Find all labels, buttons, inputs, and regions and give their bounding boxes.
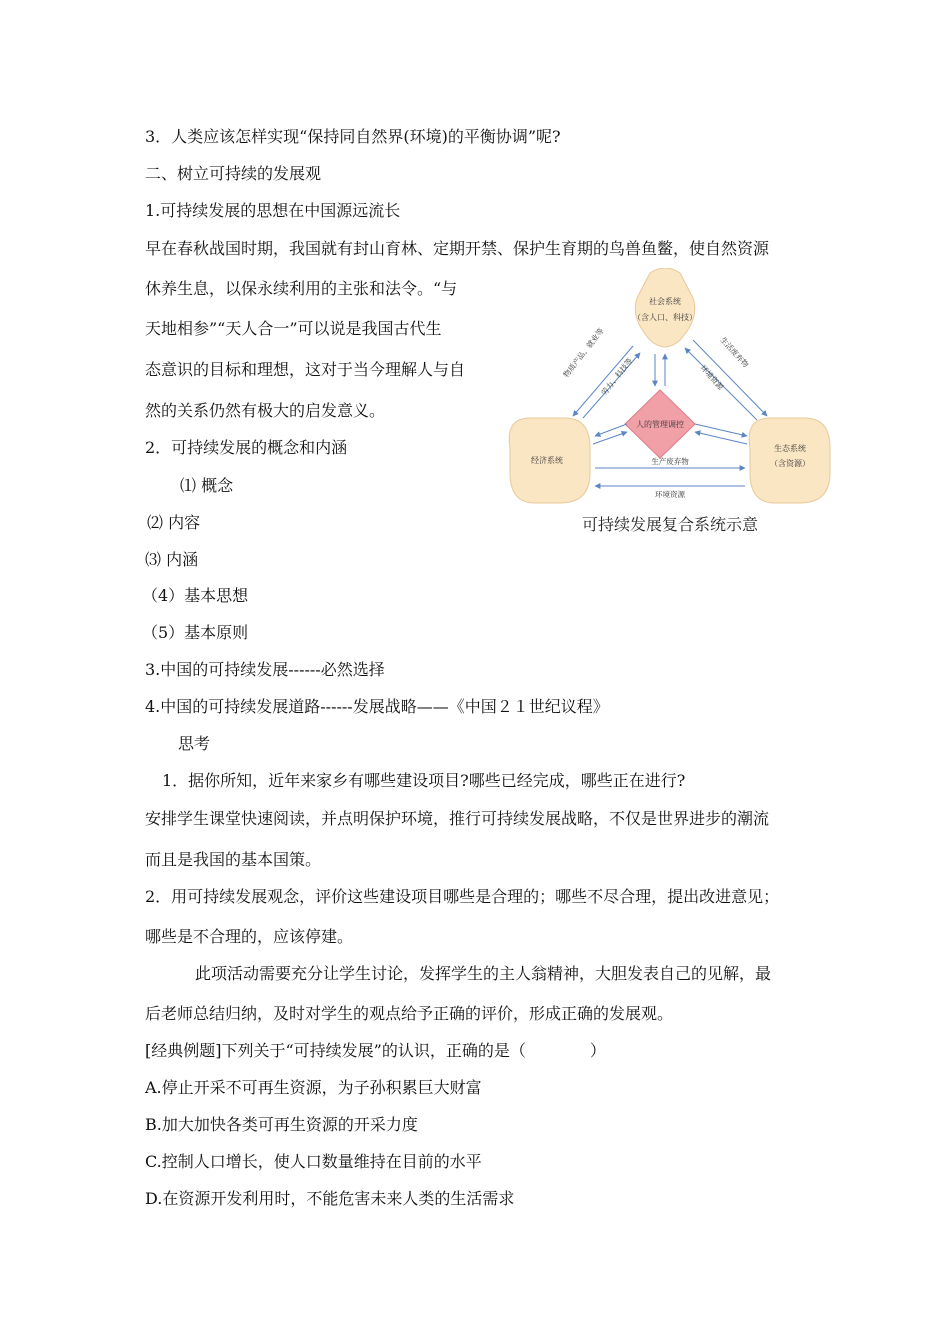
ecological-subtitle: （含资源） [770,459,810,468]
ecological-system-node [749,418,830,503]
question-3: 3．人类应该怎样实现“保持同自然界(环境)的平衡协调”呢? [145,127,561,146]
paragraph-line: 哪些是不合理的，应该停建。 [145,927,354,946]
paragraph-line: 天地相参”“天人合一”可以说是我国古代生 [145,319,442,338]
section-heading: 二、树立可持续的发展观 [145,164,322,183]
paragraph-line: 后老师总结归纳，及时对学生的观点给予正确的评价，形成正确的发展观。 [145,1004,674,1023]
paragraph-line: 休养生息，以保永续利用的主张和法令。“与 [145,279,458,298]
label-left-outer: 物质产品、就业等 [561,326,606,380]
social-title: 社会系统 [649,297,681,306]
option-d: D.在资源开发利用时，不能危害未来人类的生活需求 [145,1189,515,1208]
option-c: C.控制人口增长，使人口数量维持在目前的水平 [145,1152,482,1171]
sub-item-basic-principle: （5）基本原则 [142,623,249,642]
paragraph-line: 此项活动需要充分让学生讨论，发挥学生的主人翁精神，大胆发表自己的见解，最 [195,964,772,983]
social-subtitle: （含人口、科技） [633,313,697,322]
label-bottom-bottom: 环境资源 [655,490,685,499]
paragraph-line: 而且是我国的基本国策。 [145,850,322,869]
paragraph-line: 早在春秋战国时期，我国就有封山育林、定期开禁、保护生育期的鸟兽鱼鳖，使自然资源 [145,239,770,258]
center-title: 人的管理调控 [636,420,684,429]
sub-item-connotation: ⑶ 内涵 [145,550,199,569]
item-1-heading: 1.可持续发展的思想在中国源远流长 [145,201,401,220]
paragraph-line: 然的关系仍然有极大的启发意义。 [145,401,386,420]
option-a: A.停止开采不可再生资源，为子孙积累巨大财富 [145,1078,482,1097]
option-b: B.加大加快各类可再生资源的开采力度 [145,1115,418,1134]
label-left-inner: 劳力、科技等 [599,356,635,398]
economic-title: 经济系统 [531,456,563,465]
sub-item-content: ⑵ 内容 [147,513,201,532]
item-3-heading: 3.中国的可持续发展------必然选择 [145,660,385,679]
think-question-1: 1．据你所知，近年来家乡有哪些建设项目?哪些已经完成，哪些正在进行? [162,771,686,790]
label-right-inner: 环境资源 [698,363,726,392]
think-question-2: 2．用可持续发展观念，评价这些建设项目哪些是合理的；哪些不尽合理，提出改进意见； [145,887,780,906]
social-system-node [633,268,697,347]
sub-item-concept: ⑴ 概念 [180,476,234,495]
item-2-heading: 2．可持续发展的概念和内涵 [145,438,348,457]
paragraph-line: 安排学生课堂快速阅读，并点明保护环境，推行可持续发展战略，不仅是世界进步的潮流 [145,809,770,828]
economic-system-node [509,418,590,503]
paragraph-line: 态意识的目标和理想，这对于当今理解人与自 [145,360,466,379]
sustainability-diagram [505,268,835,538]
diagram-caption: 可持续发展复合系统示意 [581,515,758,534]
label-right-outer: 生活废弃物 [718,335,751,370]
item-4-heading: 4.中国的可持续发展道路------发展战略——《中国２１世纪议程》 [145,697,609,716]
arrow-economic-to-center [593,432,627,444]
think-heading: 思考 [178,734,211,753]
ecological-title: 生态系统 [774,444,806,453]
label-bottom-top: 生产废弃物 [651,457,689,466]
example-question: [经典例题]下列关于“可持续发展”的认识，正确的是（ ） [145,1041,606,1060]
sub-item-basic-idea: （4）基本思想 [142,586,249,605]
human-management-node [625,390,695,458]
